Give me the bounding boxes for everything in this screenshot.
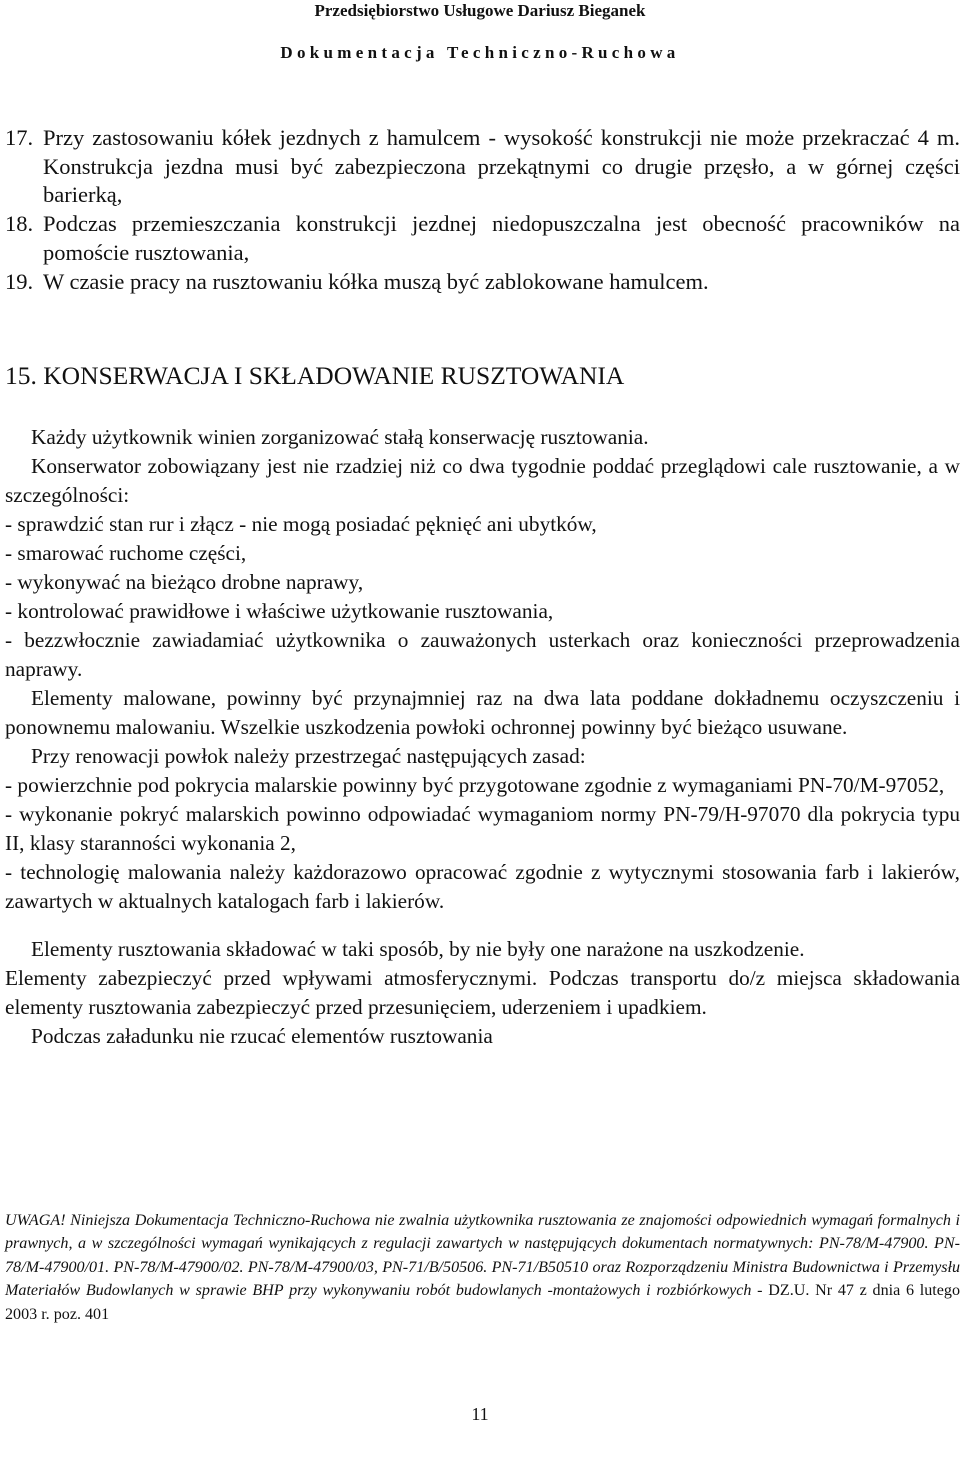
header-document-type: Dokumentacja Techniczno-Ruchowa <box>280 43 680 62</box>
header-company-name: Przedsiębiorstwo Usługowe Dariusz Bieganek <box>314 1 646 20</box>
bullet-item: - wykonywać na bieżąco drobne naprawy, <box>5 570 364 594</box>
list-item-text: Przy zastosowaniu kółek jezdnych z hamulcem - wysokość konstrukcji nie może przekraczać 4 m. Konstrukcja jezdna musi być zabezpieczona przekątnymi co drugie przęsło, a w górnej części barierką, <box>43 125 960 208</box>
bullet-item: - smarować ruchome części, <box>5 541 247 565</box>
list-item-number: 18. <box>5 211 34 237</box>
footer-note <box>5 1209 960 1326</box>
bullet-item: - wykonanie pokryć malarskich powinno odpowiadać wymaganiom normy PN-79/H-97070 dla pokrycia typu II, klasy staranności wykonania 2, <box>5 802 960 855</box>
list-item-number: 19. <box>5 268 34 294</box>
paragraph: Elementy zabezpieczyć przed wpływami atmosferycznymi. Podczas transportu do/z miejsca składowania elementy rusztowania zabezpieczyć przed przesunięciem, uderzeniem i upadkiem. <box>5 966 960 1019</box>
bullet-item: - technologię malowania należy każdorazowo opracować zgodnie z wytycznymi stosowania farb i lakierów, zawartych w aktualnych katalogach farb i lakierów. <box>5 860 960 913</box>
bullet-item: - bezzwłocznie zawiadamiać użytkownika o zauważonych usterkach oraz konieczności przeprowadzenia naprawy. <box>5 628 960 681</box>
paragraph: Konserwator zobowiązany jest nie rzadziej niż co dwa tygodnie poddać przeglądowi cale rusztowanie, a w szczególności: <box>5 454 960 507</box>
list-item-number: 17. <box>5 125 34 150</box>
footer-note-regulation: - DZ.U. Nr 47 z dnia 6 lutego 2003 r. poz. 401 <box>5 1282 960 1323</box>
page-number: 11 <box>471 1404 489 1424</box>
bullet-item: - kontrolować prawidłowe i właściwe użytkowanie rusztowania, <box>5 599 554 623</box>
list-item-text: Podczas przemieszczania konstrukcji jezdnej niedopuszczalna jest obecność pracowników na pomoście rusztowania, <box>43 211 960 265</box>
bullet-item: - powierzchnie pod pokrycia malarskie powinny być przygotowane zgodnie z wymaganiami PN-70/M-97052, <box>5 773 945 797</box>
list-item <box>5 210 960 267</box>
list-item <box>5 268 960 297</box>
list-item-text: W czasie pracy na rusztowaniu kółka muszą być zablokowane hamulcem. <box>43 268 709 294</box>
footer-note-italic: UWAGA! Niniejsza Dokumentacja Techniczno-Ruchowa nie zwalnia użytkownika rusztowania ze znajomości odpowiednich wymagań formalnych i prawnych, a w szczególności wymagań wynikających z regulacji zawartych w następujących dokumentach normatywnych: PN-78/M-47900. PN-78/M-47900/01. PN-78/M-47900/02. PN-78/M-47900/03, PN-71/B/50506. PN-71/B50510 oraz Rozporządzeniu Ministra Budownictwa i Przemysłu Materiałów Budowlanych w sprawie BHP przy wykonywaniu robót budowlanych -montażowych i rozbiórkowych <box>5 1212 960 1300</box>
section-body <box>5 423 960 1051</box>
numbered-list <box>5 124 960 296</box>
bullet-item: - sprawdzić stan rur i złącz - nie mogą posiadać pęknięć ani ubytków, <box>5 512 597 536</box>
list-item <box>5 124 960 210</box>
paragraph: Elementy malowane, powinny być przynajmniej raz na dwa lata poddane dokładnemu oczyszczeniu i ponownemu malowaniu. Wszelkie uszkodzenia powłoki ochronnej powinny być bieżąco usuwane. <box>5 686 960 739</box>
paragraph: Przy renowacji powłok należy przestrzegać następujących zasad: <box>31 744 586 768</box>
paragraph: Podczas załadunku nie rzucać elementów rusztowania <box>31 1024 493 1048</box>
paragraph: Elementy rusztowania składować w taki sposób, by nie były one narażone na uszkodzenie. <box>31 937 805 961</box>
section-title: 15. KONSERWACJA I SKŁADOWANIE RUSZTOWANIA <box>5 361 625 390</box>
paragraph: Każdy użytkownik winien zorganizować stałą konserwację rusztowania. <box>31 425 649 449</box>
paragraph-gap <box>5 916 960 935</box>
